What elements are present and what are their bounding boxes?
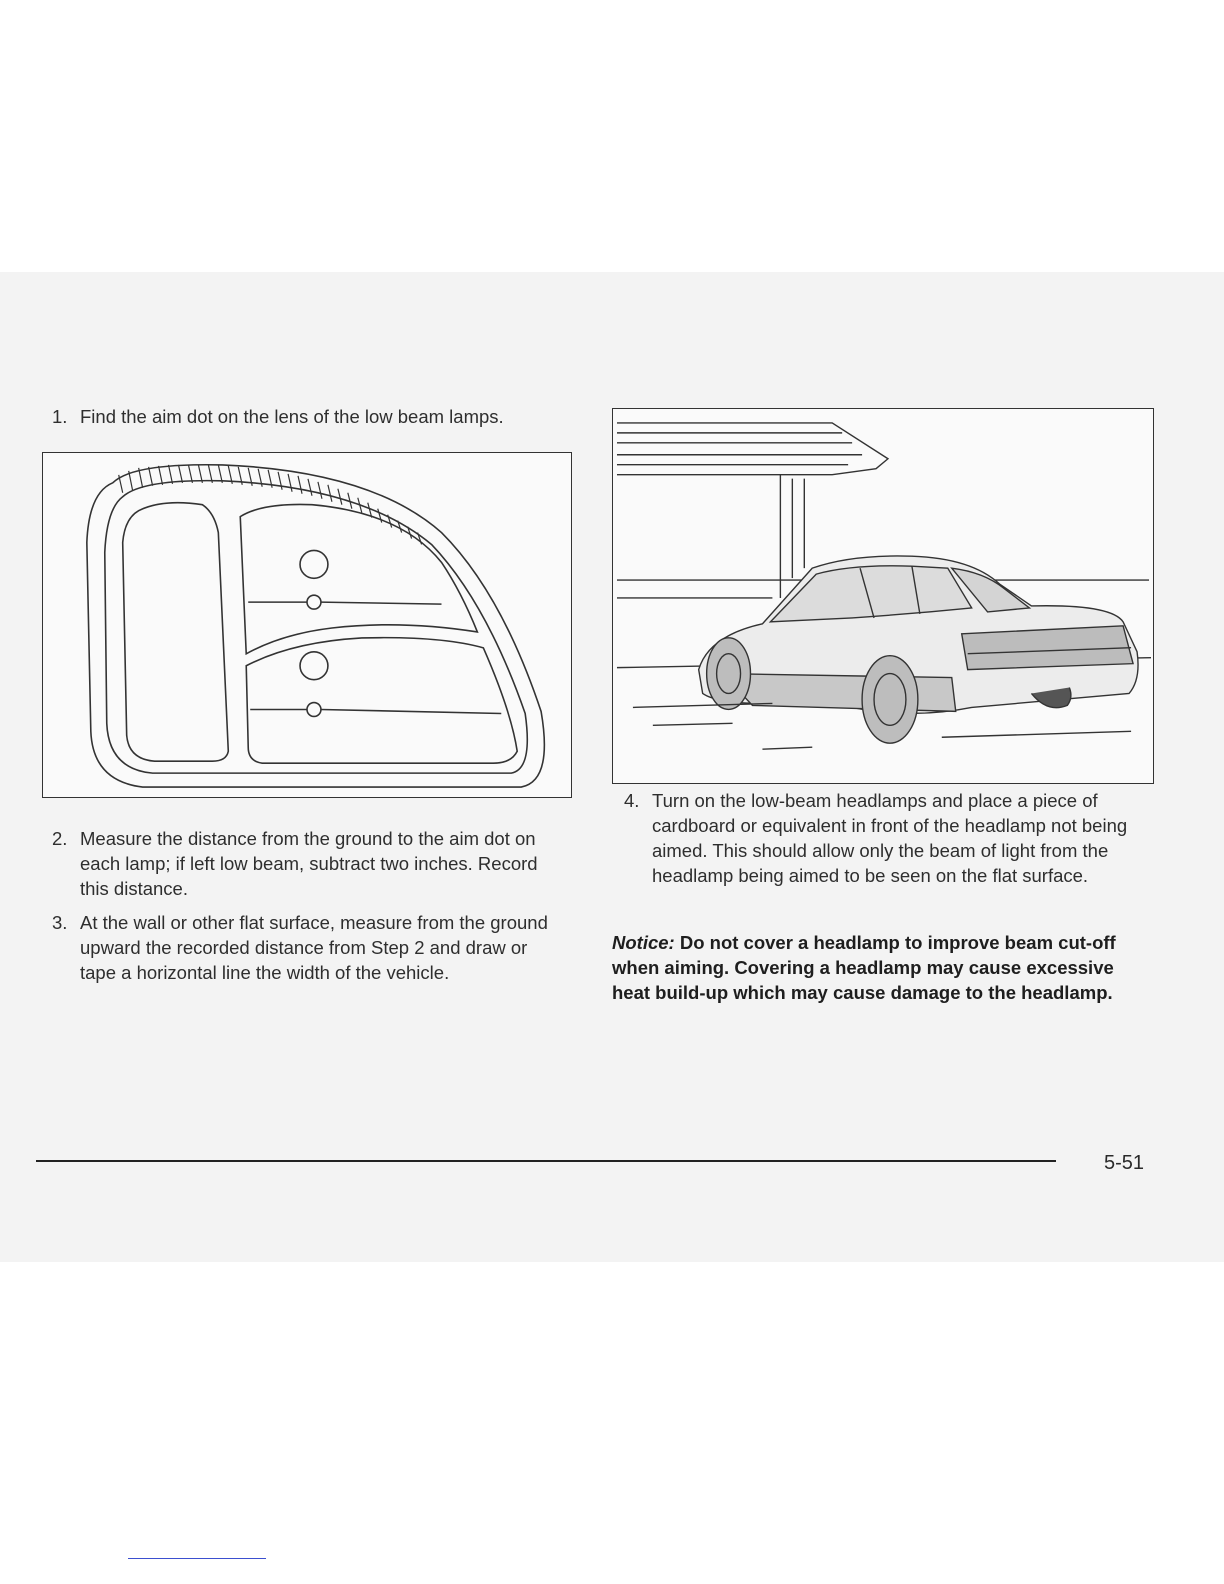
step-4 xyxy=(624,788,1144,888)
notice-text: Do not cover a headlamp to improve beam cut-off when aiming. Covering a headlamp may cause excessive heat build-up which may cause damage to the headlamp. xyxy=(612,932,1116,1003)
step-number: 2. xyxy=(52,828,68,849)
headlamp-drawing xyxy=(43,453,571,797)
notice-label: Notice: xyxy=(612,932,675,953)
vehicle-wall-illustration xyxy=(612,408,1154,784)
headlamp-aim-dot-illustration xyxy=(42,452,572,798)
vehicle-drawing xyxy=(613,409,1153,783)
step-text: At the wall or other flat surface, measure from the ground upward the recorded distance from Step 2 and draw or tape a horizontal line the width of the vehicle. xyxy=(80,912,548,983)
page-number: 5-51 xyxy=(1104,1152,1145,1174)
notice-paragraph xyxy=(612,930,1152,1005)
step-number: 1. xyxy=(52,406,68,427)
step-number: 4. xyxy=(624,790,640,811)
step-text: Find the aim dot on the lens of the low beam lamps. xyxy=(80,406,504,427)
step-2 xyxy=(52,826,552,901)
step-text: Measure the distance from the ground to the aim dot on each lamp; if left low beam, subtract two inches. Record this distance. xyxy=(80,828,538,899)
step-1 xyxy=(52,404,572,429)
step-3 xyxy=(52,910,562,985)
step-number: 3. xyxy=(52,912,68,933)
footer-rule xyxy=(36,1160,1056,1162)
link-underline xyxy=(128,1558,266,1559)
step-text: Turn on the low-beam headlamps and place a piece of cardboard or equivalent in front of the headlamp not being aimed. This should allow only the beam of light from the headlamp being aimed to be seen on the flat surface. xyxy=(652,790,1128,886)
